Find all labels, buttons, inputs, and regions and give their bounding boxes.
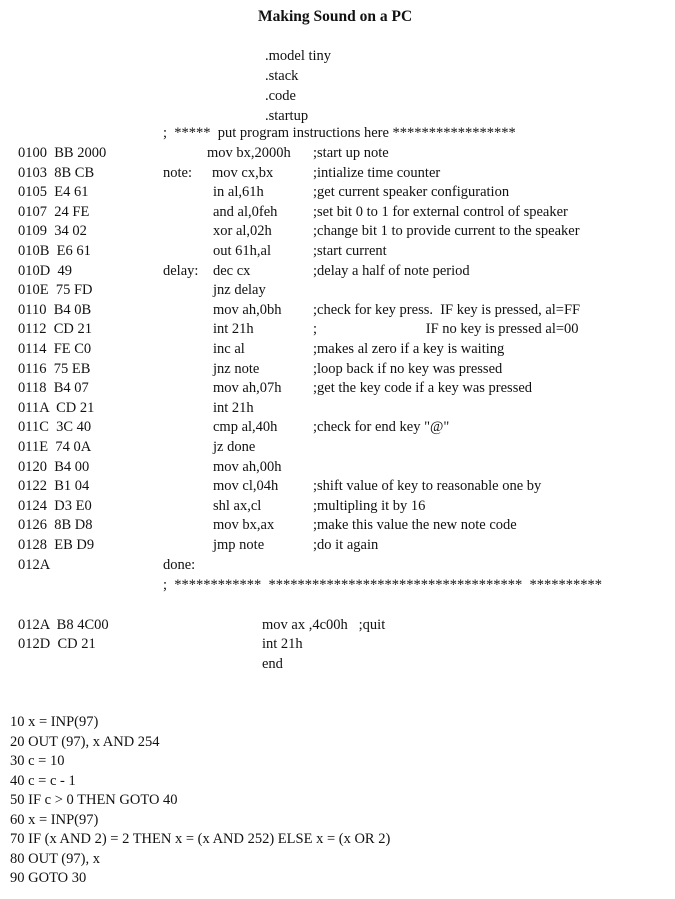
code-instruction: shl ax,cl (213, 498, 262, 514)
basic-line: 30 c = 10 (10, 753, 65, 769)
directive-model: .model tiny (265, 48, 332, 64)
code-address: 0100 BB 2000 (18, 145, 107, 161)
code-address: 0103 8B CB (18, 165, 95, 181)
directive-code: .code (265, 88, 296, 104)
code-instruction: mov ah,00h (213, 459, 282, 475)
code-address: 012A (18, 557, 51, 573)
code-address: 0124 D3 E0 (18, 498, 92, 514)
basic-line: 10 x = INP(97) (10, 714, 99, 730)
code-comment: ;makes al zero if a key is waiting (313, 341, 505, 357)
code-instruction: jnz delay (213, 282, 266, 298)
exit-instruction-3: end (262, 656, 283, 672)
exit-instruction-1: mov ax ,4c00h ;quit (262, 617, 386, 633)
code-instruction: mov cl,04h (213, 478, 279, 494)
code-address: 0109 34 02 (18, 223, 87, 239)
code-instruction: int 21h (213, 400, 254, 416)
code-comment: ;start current (313, 243, 387, 259)
code-comment: ;check for key press. IF key is pressed, al=FF (313, 302, 581, 318)
code-address: 0116 75 EB (18, 361, 91, 377)
code-comment: ; IF no key is pressed al=00 (313, 321, 579, 337)
code-address: 0112 CD 21 (18, 321, 92, 337)
code-comment: ;intialize time counter (313, 165, 441, 181)
code-instruction: cmp al,40h (213, 419, 278, 435)
code-instruction: mov ah,07h (213, 380, 282, 396)
code-comment: ;make this value the new note code (313, 517, 517, 533)
code-address: 0114 FE C0 (18, 341, 92, 357)
code-address: 010D 49 (18, 263, 72, 279)
banner-comment-top: ; ***** put program instructions here ***************** (163, 125, 516, 141)
code-comment: ;get the key code if a key was pressed (313, 380, 533, 396)
code-instruction: mov bx,2000h (207, 145, 291, 161)
code-comment: ;do it again (313, 537, 379, 553)
code-instruction: int 21h (213, 321, 254, 337)
code-comment: ;get current speaker configuration (313, 184, 510, 200)
code-instruction: in al,61h (213, 184, 264, 200)
code-address: 0105 E4 61 (18, 184, 89, 200)
basic-line: 80 OUT (97), x (10, 851, 100, 867)
code-address: 0120 B4 00 (18, 459, 90, 475)
code-address: 0126 8B D8 (18, 517, 93, 533)
code-address: 010E 75 FD (18, 282, 93, 298)
code-address: 011E 74 0A (18, 439, 92, 455)
banner-comment-bottom: ; ************ *********************************** ********** (163, 577, 603, 593)
directive-startup: .startup (265, 108, 309, 124)
code-comment: ;set bit 0 to 1 for external control of speaker (313, 204, 568, 220)
basic-line: 50 IF c > 0 THEN GOTO 40 (10, 792, 178, 808)
code-instruction: jnz note (213, 361, 260, 377)
basic-line: 90 GOTO 30 (10, 870, 87, 886)
code-address: 011A CD 21 (18, 400, 95, 416)
directive-stack: .stack (265, 68, 299, 84)
code-address: 010B E6 61 (18, 243, 91, 259)
code-address: 0110 B4 0B (18, 302, 92, 318)
basic-line: 60 x = INP(97) (10, 812, 99, 828)
code-comment: ;shift value of key to reasonable one by (313, 478, 542, 494)
code-comment: ;start up note (313, 145, 389, 161)
code-instruction: dec cx (213, 263, 251, 279)
code-instruction: xor al,02h (213, 223, 272, 239)
code-instruction: mov ah,0bh (213, 302, 282, 318)
code-comment: ;change bit 1 to provide current to the speaker (313, 223, 580, 239)
code-address: 011C 3C 40 (18, 419, 92, 435)
code-instruction: and al,0feh (213, 204, 278, 220)
code-comment: ;loop back if no key was pressed (313, 361, 503, 377)
page-title: Making Sound on a PC (258, 8, 413, 25)
code-address: 0118 B4 07 (18, 380, 89, 396)
code-comment: ;check for end key "@" (313, 419, 450, 435)
code-instruction: mov bx,ax (213, 517, 275, 533)
code-label: done: (163, 557, 196, 573)
code-label: note: (163, 165, 192, 181)
code-comment: ;delay a half of note period (313, 263, 470, 279)
basic-line: 20 OUT (97), x AND 254 (10, 734, 160, 750)
code-address: 0122 B1 04 (18, 478, 90, 494)
code-instruction: jz done (213, 439, 256, 455)
exit-address-2: 012D CD 21 (18, 636, 96, 652)
code-address: 0107 24 FE (18, 204, 90, 220)
code-instruction: out 61h,al (213, 243, 271, 259)
basic-line: 70 IF (x AND 2) = 2 THEN x = (x AND 252) ELSE x = (x OR 2) (10, 831, 391, 847)
code-instruction: jmp note (213, 537, 265, 553)
code-label: delay: (163, 263, 199, 279)
basic-line: 40 c = c - 1 (10, 773, 76, 789)
code-address: 0128 EB D9 (18, 537, 95, 553)
code-instruction: mov cx,bx (212, 165, 274, 181)
exit-address-1: 012A B8 4C00 (18, 617, 109, 633)
exit-instruction-2: int 21h (262, 636, 303, 652)
code-instruction: inc al (213, 341, 245, 357)
code-comment: ;multipling it by 16 (313, 498, 426, 514)
